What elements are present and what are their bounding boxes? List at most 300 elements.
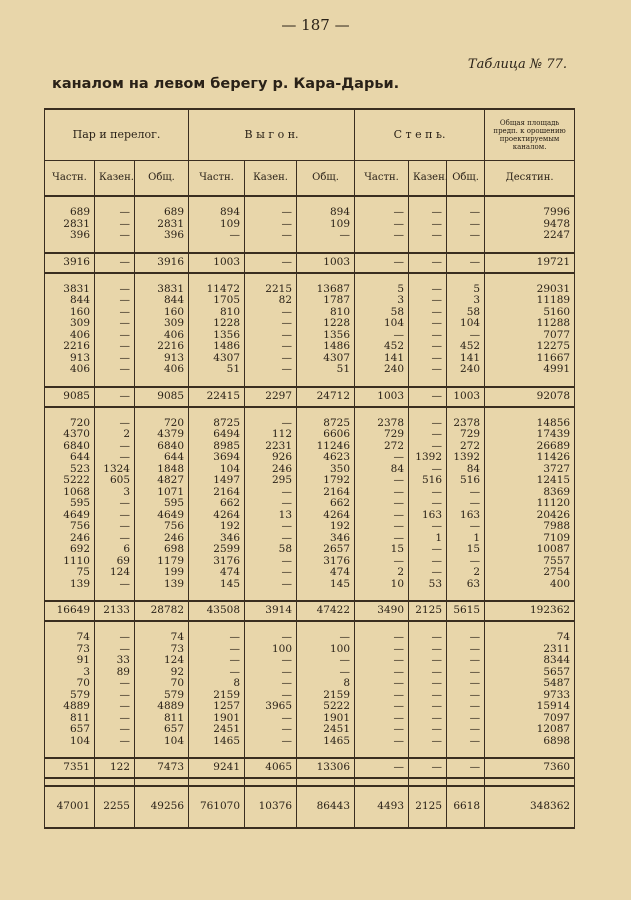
table-cell: 69 [95,556,135,568]
table-cell: 1465 [189,736,245,748]
section-spacer [45,242,575,253]
table-cell: 104 [447,318,485,330]
table-cell: 19721 [485,253,575,273]
table-cell: 406 [135,364,189,376]
table-cell: — [95,418,135,430]
table-cell: — [95,632,135,644]
table-cell: 6618 [447,786,485,828]
table-cell: 163 [409,510,447,522]
table-cell: 9085 [45,387,95,407]
table-cell: — [355,667,409,679]
table-cell: — [409,713,447,725]
table-cell: — [245,533,297,545]
table-cell: — [245,632,297,644]
table-cell: 1356 [189,330,245,342]
table-cell: 3176 [189,556,245,568]
table-cell [245,407,297,418]
table-cell: — [245,690,297,702]
table-cell: 272 [447,441,485,453]
table-cell: 4649 [45,510,95,522]
table-cell: 7360 [485,758,575,778]
table-row [45,521,575,533]
table-cell: — [409,644,447,656]
table-cell: 6840 [45,441,95,453]
table-cell: — [297,632,355,644]
table-cell: 1486 [189,341,245,353]
table-cell: 192362 [485,601,575,621]
table-cell [135,376,189,387]
table-cell: — [355,452,409,464]
table-cell: 74 [485,632,575,644]
table-cell: 104 [45,736,95,748]
table-cell [135,747,189,758]
table-cell: 720 [135,418,189,430]
table-cell: — [447,632,485,644]
table-cell [447,590,485,601]
sub-header: Частн. [355,161,409,197]
table-cell: 3694 [189,452,245,464]
sub-header: Общ. [135,161,189,197]
table-cell: 109 [297,219,355,231]
table-cell: 11426 [485,452,575,464]
table-cell: 139 [135,579,189,591]
table-cell: 3831 [135,284,189,296]
table-cell: — [355,475,409,487]
table-cell: — [409,364,447,376]
table-cell: 396 [45,230,95,242]
table-cell [355,242,409,253]
table-cell: — [95,736,135,748]
table-cell: 92078 [485,387,575,407]
table-cell [409,778,447,786]
table-cell: 8985 [189,441,245,453]
table-cell [409,242,447,253]
table-cell: 17439 [485,429,575,441]
table-cell: 11189 [485,295,575,307]
sub-header: Частн. [45,161,95,197]
table-cell: 199 [135,567,189,579]
grand-total-row [45,786,575,828]
table-cell: — [409,207,447,219]
table-cell: 13 [245,510,297,522]
group-header-row [45,109,575,161]
table-cell: 104 [135,736,189,748]
table-cell: 2125 [409,786,447,828]
table-cell: — [409,724,447,736]
table-cell: — [95,284,135,296]
table-cell: 124 [135,655,189,667]
table-row [45,701,575,713]
table-cell: — [447,713,485,725]
table-cell [447,273,485,284]
table-cell: 2831 [45,219,95,231]
table-cell: — [95,330,135,342]
table-cell: 729 [447,429,485,441]
table-cell: 1392 [447,452,485,464]
table-cell: 913 [45,353,95,365]
table-cell: — [95,441,135,453]
table-cell: 1848 [135,464,189,476]
table-cell [245,747,297,758]
table-cell: 160 [45,307,95,319]
table-cell: — [447,253,485,273]
table-cell: — [355,701,409,713]
table-cell: 73 [135,644,189,656]
table-cell: 3 [447,295,485,307]
table-cell: 100 [297,644,355,656]
table-cell: 58 [355,307,409,319]
table-cell: 7473 [135,758,189,778]
table-cell: — [355,644,409,656]
table-cell: 91 [45,655,95,667]
table-cell: — [95,644,135,656]
table-cell: — [189,632,245,644]
table-cell: 28782 [135,601,189,621]
table-cell: 192 [297,521,355,533]
table-cell [485,590,575,601]
table-cell: 100 [245,644,297,656]
table-cell: — [409,556,447,568]
table-cell: — [355,736,409,748]
table-cell: 6 [95,544,135,556]
table-cell [355,590,409,601]
table-cell: 84 [447,464,485,476]
table-cell: — [355,253,409,273]
table-cell [297,590,355,601]
table-cell: 595 [45,498,95,510]
table-cell: 12087 [485,724,575,736]
table-cell: 9241 [189,758,245,778]
table-cell: — [95,678,135,690]
table-cell: — [447,219,485,231]
table-row [45,736,575,748]
table-cell: 894 [189,207,245,219]
table-cell: 644 [45,452,95,464]
table-cell: 1071 [135,487,189,499]
table-cell [245,242,297,253]
table-cell: 5222 [297,701,355,713]
table-cell: — [409,655,447,667]
table-cell [355,273,409,284]
table-cell: 10 [355,579,409,591]
table-cell: 63 [447,579,485,591]
table-cell: 2657 [297,544,355,556]
table-cell [45,778,95,786]
table-cell [297,778,355,786]
header-steppe: С т е п ь. [355,109,485,161]
table-cell: 5615 [447,601,485,621]
table-cell: — [409,441,447,453]
table-cell: 4307 [189,353,245,365]
table-cell: 1901 [189,713,245,725]
table-cell: 913 [135,353,189,365]
table-cell [409,590,447,601]
table-cell: — [355,678,409,690]
table-cell: — [95,533,135,545]
table-cell [409,273,447,284]
table-cell: 1901 [297,713,355,725]
table-cell: 452 [447,341,485,353]
table-cell [189,747,245,758]
table-cell: 139 [45,579,95,591]
table-cell: 2231 [245,441,297,453]
table-cell: 3490 [355,601,409,621]
table-cell: 8 [297,678,355,690]
table-cell: — [245,318,297,330]
table-cell: — [245,230,297,242]
table-cell: 141 [355,353,409,365]
statistics-table [44,108,575,829]
table-cell: 8369 [485,487,575,499]
table-cell: — [355,556,409,568]
table-cell [485,273,575,284]
table-cell: 246 [135,533,189,545]
table-cell: — [95,713,135,725]
table-cell: 3916 [45,253,95,273]
table-cell: 7109 [485,533,575,545]
table-cell: — [409,307,447,319]
table-cell: — [409,295,447,307]
table-cell: 6494 [189,429,245,441]
table-row [45,295,575,307]
sub-header: Десятин. [485,161,575,197]
table-cell [135,590,189,601]
table-cell: 246 [45,533,95,545]
table-cell: 720 [45,418,95,430]
table-cell [297,376,355,387]
table-cell: 112 [245,429,297,441]
table-cell: — [355,230,409,242]
table-cell: 7351 [45,758,95,778]
table-row [45,207,575,219]
table-cell: 6898 [485,736,575,748]
table-cell [95,273,135,284]
table-cell: — [189,655,245,667]
sub-header: Общ. [297,161,355,197]
table-cell: — [245,713,297,725]
table-cell: 7097 [485,713,575,725]
table-cell: — [95,253,135,273]
table-cell: 1787 [297,295,355,307]
table-cell: — [409,567,447,579]
table-cell: 3916 [135,253,189,273]
table-cell: 400 [485,579,575,591]
table-cell: 2378 [447,418,485,430]
table-cell [355,747,409,758]
table-cell [135,273,189,284]
table-cell: 811 [45,713,95,725]
table-cell: 348362 [485,786,575,828]
table-cell: — [95,724,135,736]
table-cell: 6606 [297,429,355,441]
table-cell: 810 [297,307,355,319]
table-row [45,475,575,487]
table-cell: — [297,655,355,667]
table-cell: 474 [189,567,245,579]
table-cell: — [447,330,485,342]
table-cell: — [245,253,297,273]
table-cell: — [409,678,447,690]
table-cell [189,590,245,601]
table-cell: 122 [95,758,135,778]
table-cell: 104 [355,318,409,330]
table-cell [135,407,189,418]
table-cell: 729 [355,429,409,441]
section-spacer [45,590,575,601]
table-cell: 11472 [189,284,245,296]
table-cell: — [245,579,297,591]
table-cell [355,407,409,418]
table-cell: — [447,736,485,748]
table-cell: 4991 [485,364,575,376]
table-cell: 75 [45,567,95,579]
table-cell: 2164 [297,487,355,499]
table-cell: 692 [45,544,95,556]
table-cell: — [245,521,297,533]
table-cell: — [355,632,409,644]
table-cell [297,273,355,284]
table-cell: — [409,341,447,353]
table-cell: 1179 [135,556,189,568]
table-cell: 516 [447,475,485,487]
section-total-row [45,758,575,778]
table-cell: 7988 [485,521,575,533]
table-cell: 47001 [45,786,95,828]
table-cell: 58 [245,544,297,556]
table-cell: — [189,667,245,679]
table-cell: 346 [297,533,355,545]
table-cell: — [95,307,135,319]
table-row [45,429,575,441]
table-cell: — [297,667,355,679]
table-row [45,579,575,591]
sub-header-row [45,161,575,197]
table-cell: 756 [45,521,95,533]
section-spacer [45,747,575,758]
table-cell: 1356 [297,330,355,342]
table-cell: 2 [95,429,135,441]
table-label: Таблица № 77. [467,57,567,72]
table-cell: 9478 [485,219,575,231]
table-cell: 689 [45,207,95,219]
table-row [45,452,575,464]
table-row [45,632,575,644]
page-heading: каналом на левом берегу р. Кара-Дарьи. [52,76,400,92]
table-cell [45,407,95,418]
table-row [45,678,575,690]
table-cell: 309 [135,318,189,330]
table-cell: — [355,498,409,510]
table-cell: 82 [245,295,297,307]
table-cell: 8 [189,678,245,690]
table-cell: 15914 [485,701,575,713]
table-cell: 1392 [409,452,447,464]
table-cell: 3727 [485,464,575,476]
table-cell: 33 [95,655,135,667]
table-cell: — [95,219,135,231]
table-cell [95,590,135,601]
table-cell: — [409,701,447,713]
table-cell: 160 [135,307,189,319]
table-cell [485,407,575,418]
page-number: — 187 — [281,16,350,34]
table-cell: 2216 [45,341,95,353]
table-cell: — [409,464,447,476]
table-cell: — [95,364,135,376]
table-cell: — [355,758,409,778]
sub-header: Казен. [245,161,297,197]
header-pasture: В ы г о н. [189,109,355,161]
table-cell: 4889 [45,701,95,713]
table-cell: — [245,498,297,510]
table-cell: 2255 [95,786,135,828]
table-row [45,655,575,667]
table-cell: 51 [189,364,245,376]
table-cell: 2378 [355,418,409,430]
table-cell: 662 [189,498,245,510]
table-cell: 4623 [297,452,355,464]
table-cell: 1068 [45,487,95,499]
table-cell [135,778,189,786]
table-cell: 53 [409,579,447,591]
section-spacer [45,778,575,786]
table-cell: 5657 [485,667,575,679]
table-cell: 406 [45,364,95,376]
table-cell: — [245,307,297,319]
table-cell [245,778,297,786]
table-row [45,567,575,579]
table-cell: 12415 [485,475,575,487]
table-cell [485,376,575,387]
table-cell: 20426 [485,510,575,522]
table-cell: 2215 [245,284,297,296]
table-row [45,544,575,556]
table-cell: 13306 [297,758,355,778]
table-cell: 6840 [135,441,189,453]
table-cell: 240 [447,364,485,376]
table-cell: — [95,452,135,464]
table-cell: — [245,418,297,430]
table-cell [485,242,575,253]
table-cell: — [447,521,485,533]
table-cell: — [409,318,447,330]
table-cell: 10087 [485,544,575,556]
table-cell: 4379 [135,429,189,441]
table-cell: 4493 [355,786,409,828]
table-cell: 26689 [485,441,575,453]
table-cell [245,273,297,284]
table-cell: — [355,510,409,522]
table-cell: 2247 [485,230,575,242]
table-cell: 295 [245,475,297,487]
table-cell: — [245,207,297,219]
table-cell: 2754 [485,567,575,579]
table-cell: 894 [297,207,355,219]
table-cell: — [189,230,245,242]
table-cell: 8344 [485,655,575,667]
table-cell: — [95,318,135,330]
table-cell: 1 [409,533,447,545]
table-cell: — [409,418,447,430]
section-spacer [45,407,575,418]
table-cell: — [409,330,447,342]
table-cell: 2 [447,567,485,579]
table-cell: 1486 [297,341,355,353]
table-cell: — [245,341,297,353]
table-cell: 3 [45,667,95,679]
table-cell: — [245,567,297,579]
table-cell: 811 [135,713,189,725]
